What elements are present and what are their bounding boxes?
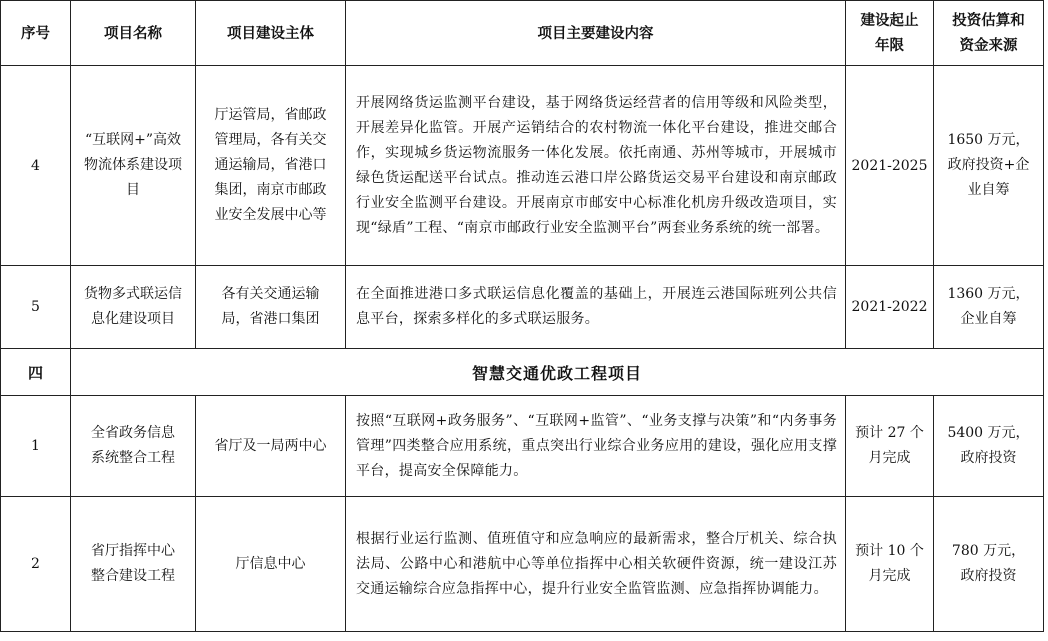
row-investment: 780 万元， 政府投资 [934,497,1044,632]
row-project-content: 在全面推进港口多式联运信息化覆盖的基础上，开展连云港国际班列公共信息平台，探索多样化的多式联运服务。 [346,266,846,349]
header-project-content: 项目主要建设内容 [346,1,846,66]
row-seq: 1 [1,396,71,497]
row-seq: 2 [1,497,71,632]
row-seq: 5 [1,266,71,349]
row-project-owner: 省厅及一局两中心 [196,396,346,497]
row-project-owner: 厅信息中心 [196,497,346,632]
table-row [1,266,1044,349]
section-number: 四 [1,349,71,396]
table-row [1,396,1044,497]
header-period: 建设起止 年限 [846,1,934,66]
row-period: 预计 10 个 月完成 [846,497,934,632]
row-seq: 4 [1,66,71,266]
row-project-content: 按照“互联网+政务服务”、“互联网+监管”、“业务支撑与决策”和“内务事务管理”四类整合应用系统，重点突出行业综合业务应用的建设，强化应用支撑平台，提高安全保障能力。 [346,396,846,497]
row-project-name: 省厅指挥中心 整合建设工程 [71,497,196,632]
row-period: 2021-2025 [846,66,934,266]
row-project-owner: 各有关交通运输 局，省港口集团 [196,266,346,349]
row-project-name: 全省政务信息 系统整合工程 [71,396,196,497]
header-project-name: 项目名称 [71,1,196,66]
table-header-row [1,1,1044,66]
row-project-name: “互联网+”高效 物流体系建设项 目 [71,66,196,266]
row-project-content: 开展网络货运监测平台建设，基于网络货运经营者的信用等级和风险类型，开展差异化监管。开展产运销结合的农村物流一体化平台建设，推进交邮合作，实现城乡货运物流服务一体化发展。依托南通、苏州等城市，开展城市绿色货运配送平台试点。推动连云港口岸公路货运交易平台建设和南京邮政行业安全监测平台建设。开展南京市邮安中心标准化机房升级改造项目，实现“绿盾”工程、“南京市邮政行业安全监测平台”两套业务系统的统一部署。 [346,66,846,266]
section-title: 智慧交通优政工程项目 [71,349,1044,396]
table-row [1,497,1044,632]
row-investment: 1650 万元， 政府投资+企 业自筹 [934,66,1044,266]
row-period: 预计 27 个 月完成 [846,396,934,497]
row-investment: 1360 万元， 企业自筹 [934,266,1044,349]
table-row [1,66,1044,266]
header-seq: 序号 [1,1,71,66]
row-project-name: 货物多式联运信 息化建设项目 [71,266,196,349]
section-row [1,349,1044,396]
row-project-owner: 厅运管局，省邮政 管理局，各有关交 通运输局，省港口 集团，南京市邮政 业安全发展中心等 [196,66,346,266]
row-period: 2021-2022 [846,266,934,349]
row-project-content: 根据行业运行监测、值班值守和应急响应的最新需求，整合厅机关、综合执法局、公路中心和港航中心等单位指挥中心相关软硬件资源，统一建设江苏交通运输综合应急指挥中心，提升行业安全监管监测、应急指挥协调能力。 [346,497,846,632]
row-investment: 5400 万元， 政府投资 [934,396,1044,497]
header-project-owner: 项目建设主体 [196,1,346,66]
header-investment: 投资估算和 资金来源 [934,1,1044,66]
